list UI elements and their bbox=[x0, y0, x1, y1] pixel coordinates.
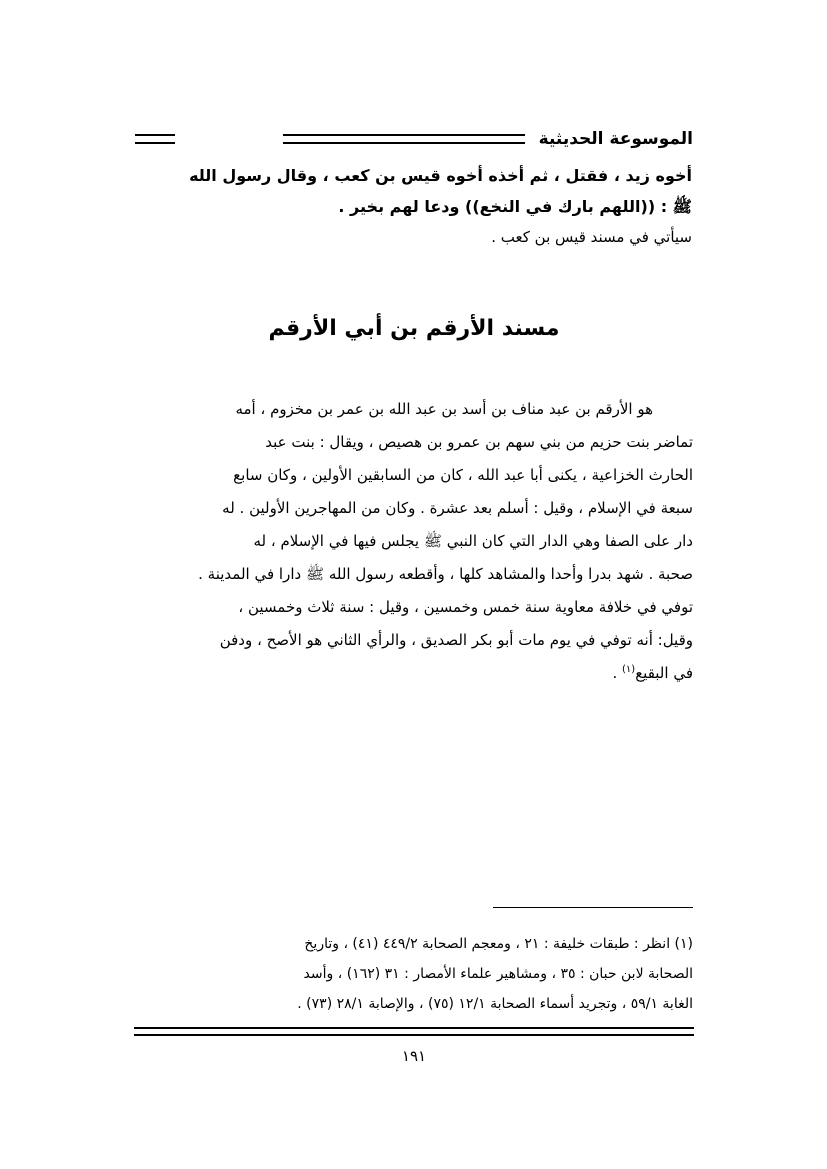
body-line-3: الحارث الخزاعية ، يكنى أبا عبد الله ، كان من السابقين الأولين ، وكان سابع bbox=[233, 466, 693, 484]
intro-block bbox=[132, 160, 692, 252]
page-number: ١٩١ bbox=[401, 1047, 427, 1065]
body-line-8: وقيل: أنه توفي في يوم مات أبو بكر الصديق ، والرأي الثاني هو الأصح ، ودفن bbox=[219, 631, 693, 649]
body-line-9 bbox=[134, 657, 693, 690]
body-line-6: صحبة . شهد بدرا وأحدا والمشاهد كلها ، وأقطعه رسول الله ﷺ دارا في المدينة . bbox=[198, 565, 693, 583]
running-header bbox=[135, 128, 693, 150]
body-line-9-tail: . bbox=[612, 664, 622, 682]
body-line-7: توفي في خلافة معاوية سنة خمس وخمسين ، وقيل : سنة ثلاث وخمسين ، bbox=[238, 598, 693, 616]
header-rule-long bbox=[283, 134, 525, 144]
body-line-1: هو الأرقم بن عبد مناف بن أسد بن عبد الله بن عمر بن مخزوم ، أمه bbox=[235, 400, 653, 418]
intro-line-1: أخوه زيد ، فقتل ، ثم أخذه أخوه قيس بن كعب ، وقال رسول الله bbox=[189, 166, 692, 185]
header-rule-short bbox=[135, 134, 175, 144]
body-line-9-text: في البقيع bbox=[635, 664, 693, 682]
footnote-line-3: الغابة ٥٩/١ ، وتجريد أسماء الصحابة ١٢/١ (٧٥) ، والإصابة ٢٨/١ (٧٣) . bbox=[297, 996, 693, 1012]
footnote-line-1: (١) انظر : طبقات خليفة : ٢١ ، ومعجم الصحابة ٤٤٩/٢ (٤١) ، وتاريخ bbox=[304, 936, 693, 952]
footer-rule bbox=[134, 1027, 694, 1036]
header-title: الموسوعة الحديثية bbox=[538, 129, 693, 149]
footnote-line-2: الصحابة لابن حبان : ٣٥ ، ومشاهير علماء الأمصار : ٣١ (١٦٢) ، وأسد bbox=[303, 966, 693, 982]
body-line-2: تماضر بنت حزيم من بني سهم بن عمرو بن هصيص ، ويقال : بنت عبد bbox=[265, 433, 693, 451]
footnote-reference[interactable]: (١) bbox=[622, 664, 636, 675]
section-title: مسند الأرقم بن أبي الأرقم bbox=[268, 316, 560, 341]
footnote-separator bbox=[493, 907, 693, 908]
footnote-block bbox=[134, 929, 693, 1019]
body-paragraph bbox=[134, 393, 693, 690]
intro-line-2: ﷺ : ((اللهم بارك في النخع)) ودعا لهم بخير . bbox=[338, 197, 692, 216]
body-line-4: سبعة في الإسلام ، وقيل : أسلم بعد عشرة . وكان من المهاجرين الأولين . له bbox=[222, 499, 693, 517]
body-line-5: دار على الصفا وهي الدار التي كان النبي ﷺ يجلس فيها في الإسلام ، له bbox=[253, 532, 693, 550]
intro-line-3: سيأتي في مسند قيس بن كعب . bbox=[491, 228, 692, 246]
